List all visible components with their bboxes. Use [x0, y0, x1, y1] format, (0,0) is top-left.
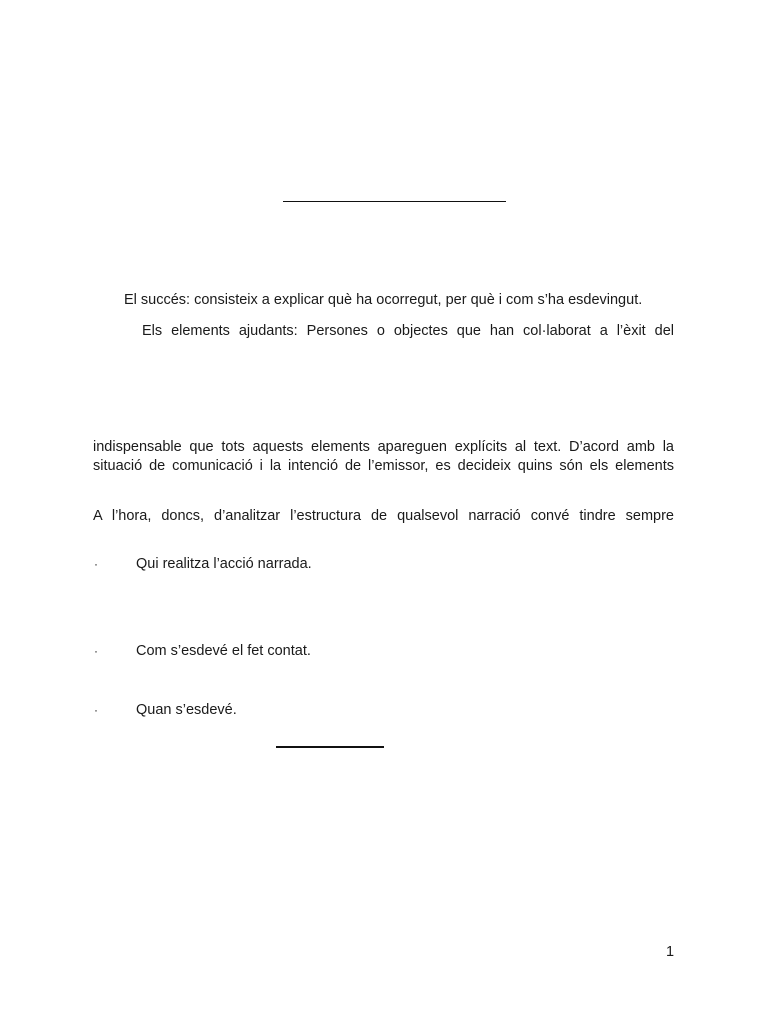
- paragraph-succes: El succés: consisteix a explicar què ha ocorregut, per què i com s’ha esdevingut.: [124, 292, 643, 308]
- paragraph-hora: A l’hora, doncs, d’analitzar l’estructura de qualsevol narració convé tindre sempre: [93, 508, 674, 524]
- bullet-item-qui: Qui realitza l’acció narrada.: [136, 556, 312, 572]
- title-underline: [283, 201, 506, 202]
- bullet-item-com: Com s’esdevé el fet contat.: [136, 643, 311, 659]
- paragraph-situacio: situació de comunicació i la intenció de l’emissor, es decideix quins són els elements: [93, 458, 674, 474]
- bullet-item-quan: Quan s’esdevé.: [136, 702, 237, 718]
- bullet-marker: ·: [94, 557, 98, 571]
- paragraph-indispensable: indispensable que tots aquests elements apareguen explícits al text. D’acord amb la: [93, 439, 674, 455]
- page-number: 1: [666, 944, 675, 960]
- section-underline: [276, 746, 384, 748]
- paragraph-ajudants: Els elements ajudants: Persones o objectes que han col·laborat a l’èxit del: [142, 323, 674, 339]
- bullet-marker: ·: [94, 703, 98, 717]
- bullet-marker: ·: [94, 644, 98, 658]
